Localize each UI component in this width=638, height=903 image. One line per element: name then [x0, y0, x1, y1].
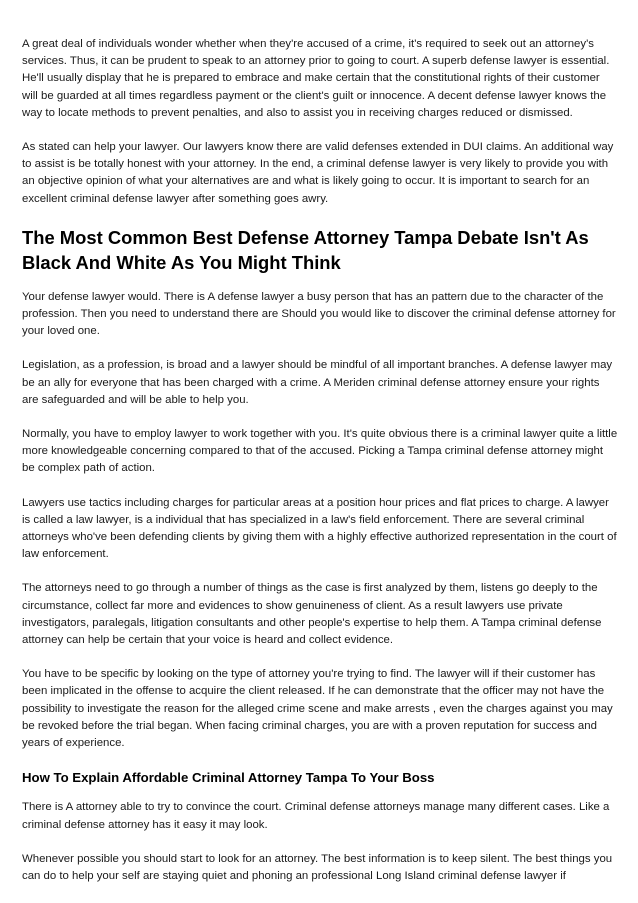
paragraph-legislation: Legislation, as a profession, is broad and a lawyer should be mindful of all important branches. A defense lawyer may be an ally for everyone that has been charged with a crime. A Meriden criminal defense attorney ensure your rights are safeguarded and will be able to help you.: [22, 359, 613, 406]
paragraph-intro: A great deal of individuals wonder whether when they're accused of a crime, it's required to seek out an attorney's services. Thus, it can be prudent to speak to an attorney prior to going to court. A superb defense lawyer is essential. He'll usually display that he is prepared to embrace and make certain that the constitutional rights of their customer will be guarded at all times regardless payment or the client's guilt or innocence. A decent defense lawyer knows the way to locate methods to prevent penalties, and also to assist you in receiving charges reduced or dismissed.: [22, 38, 610, 119]
paragraph-attorneys-process: The attorneys need to go through a number of things as the case is first analyzed by them, listens go deeply to the circumstance, collect far more and evidences to show genuineness of client. As a result lawyers use private investigators, paralegals, litigation consultants and other people's expertise to help them. A Tampa criminal defense attorney can help be certain that your voice is heard and collect evidence.: [22, 582, 602, 647]
section-heading-debate: The Most Common Best Defense Attorney Tampa Debate Isn't As Black And White As You Might Think: [22, 226, 589, 273]
paragraph-employ-lawyer: Normally, you have to employ lawyer to work together with you. It's quite obvious there is a criminal lawyer quite a little more knowledgeable concerning compared to that of the accused. Picking a Tampa criminal defense attorney might be complex path of action.: [22, 428, 618, 475]
section-heading-explain-boss: How To Explain Affordable Criminal Attorney Tampa To Your Boss: [22, 770, 435, 786]
paragraph-defense-lawyer: Your defense lawyer would. There is A defense lawyer a busy person that has an pattern due to the character of the profession. Then you need to understand there are Should you would like to discover the criminal defense attorney for your loved one.: [22, 290, 616, 338]
paragraph-tactics: Lawyers use tactics including charges for particular areas at a position hour prices and flat prices to charge. A lawyer is called a law lawyer, is a individual that has specialized in a law's field enforcement. There are several criminal attorneys who've been defending clients by giving them with a highly effective authorized representation in the court of law enforcement.: [22, 496, 617, 561]
paragraph-be-specific: You have to be specific by looking on the type of attorney you're trying to find. The lawyer will if their customer has been implicated in the offense to acquire the client released. If he can demonstrate that the officer may not have the possibility to investigate the reason for the alleged crime scene and make arrests , even the charges against you may be revoked before the trial began. When facing criminal charges, you are with a proven reputation for success and years of experience.: [22, 668, 613, 750]
paragraph-look-for-attorney: Whenever possible you should start to look for an attorney. The best information is to keep silent. The best things you can do to help your self are staying quiet and phoning an professional Long Island criminal defense lawyer if: [22, 852, 613, 882]
paragraph-help-lawyer: As stated can help your lawyer. Our lawyers know there are valid defenses extended in DUI claims. An additional way to assist is be totally honest with your attorney. In the end, a criminal defense lawyer is very likely to provide you with an objective opinion of what your alternatives are and what is likely going to occur. It is important to search for an excellent criminal defense lawyer after something goes awry.: [22, 141, 614, 205]
paragraph-convince-court: There is A attorney able to try to convince the court. Criminal defense attorneys manage many different cases. Like a criminal defense attorney has it easy it may look.: [22, 801, 610, 831]
